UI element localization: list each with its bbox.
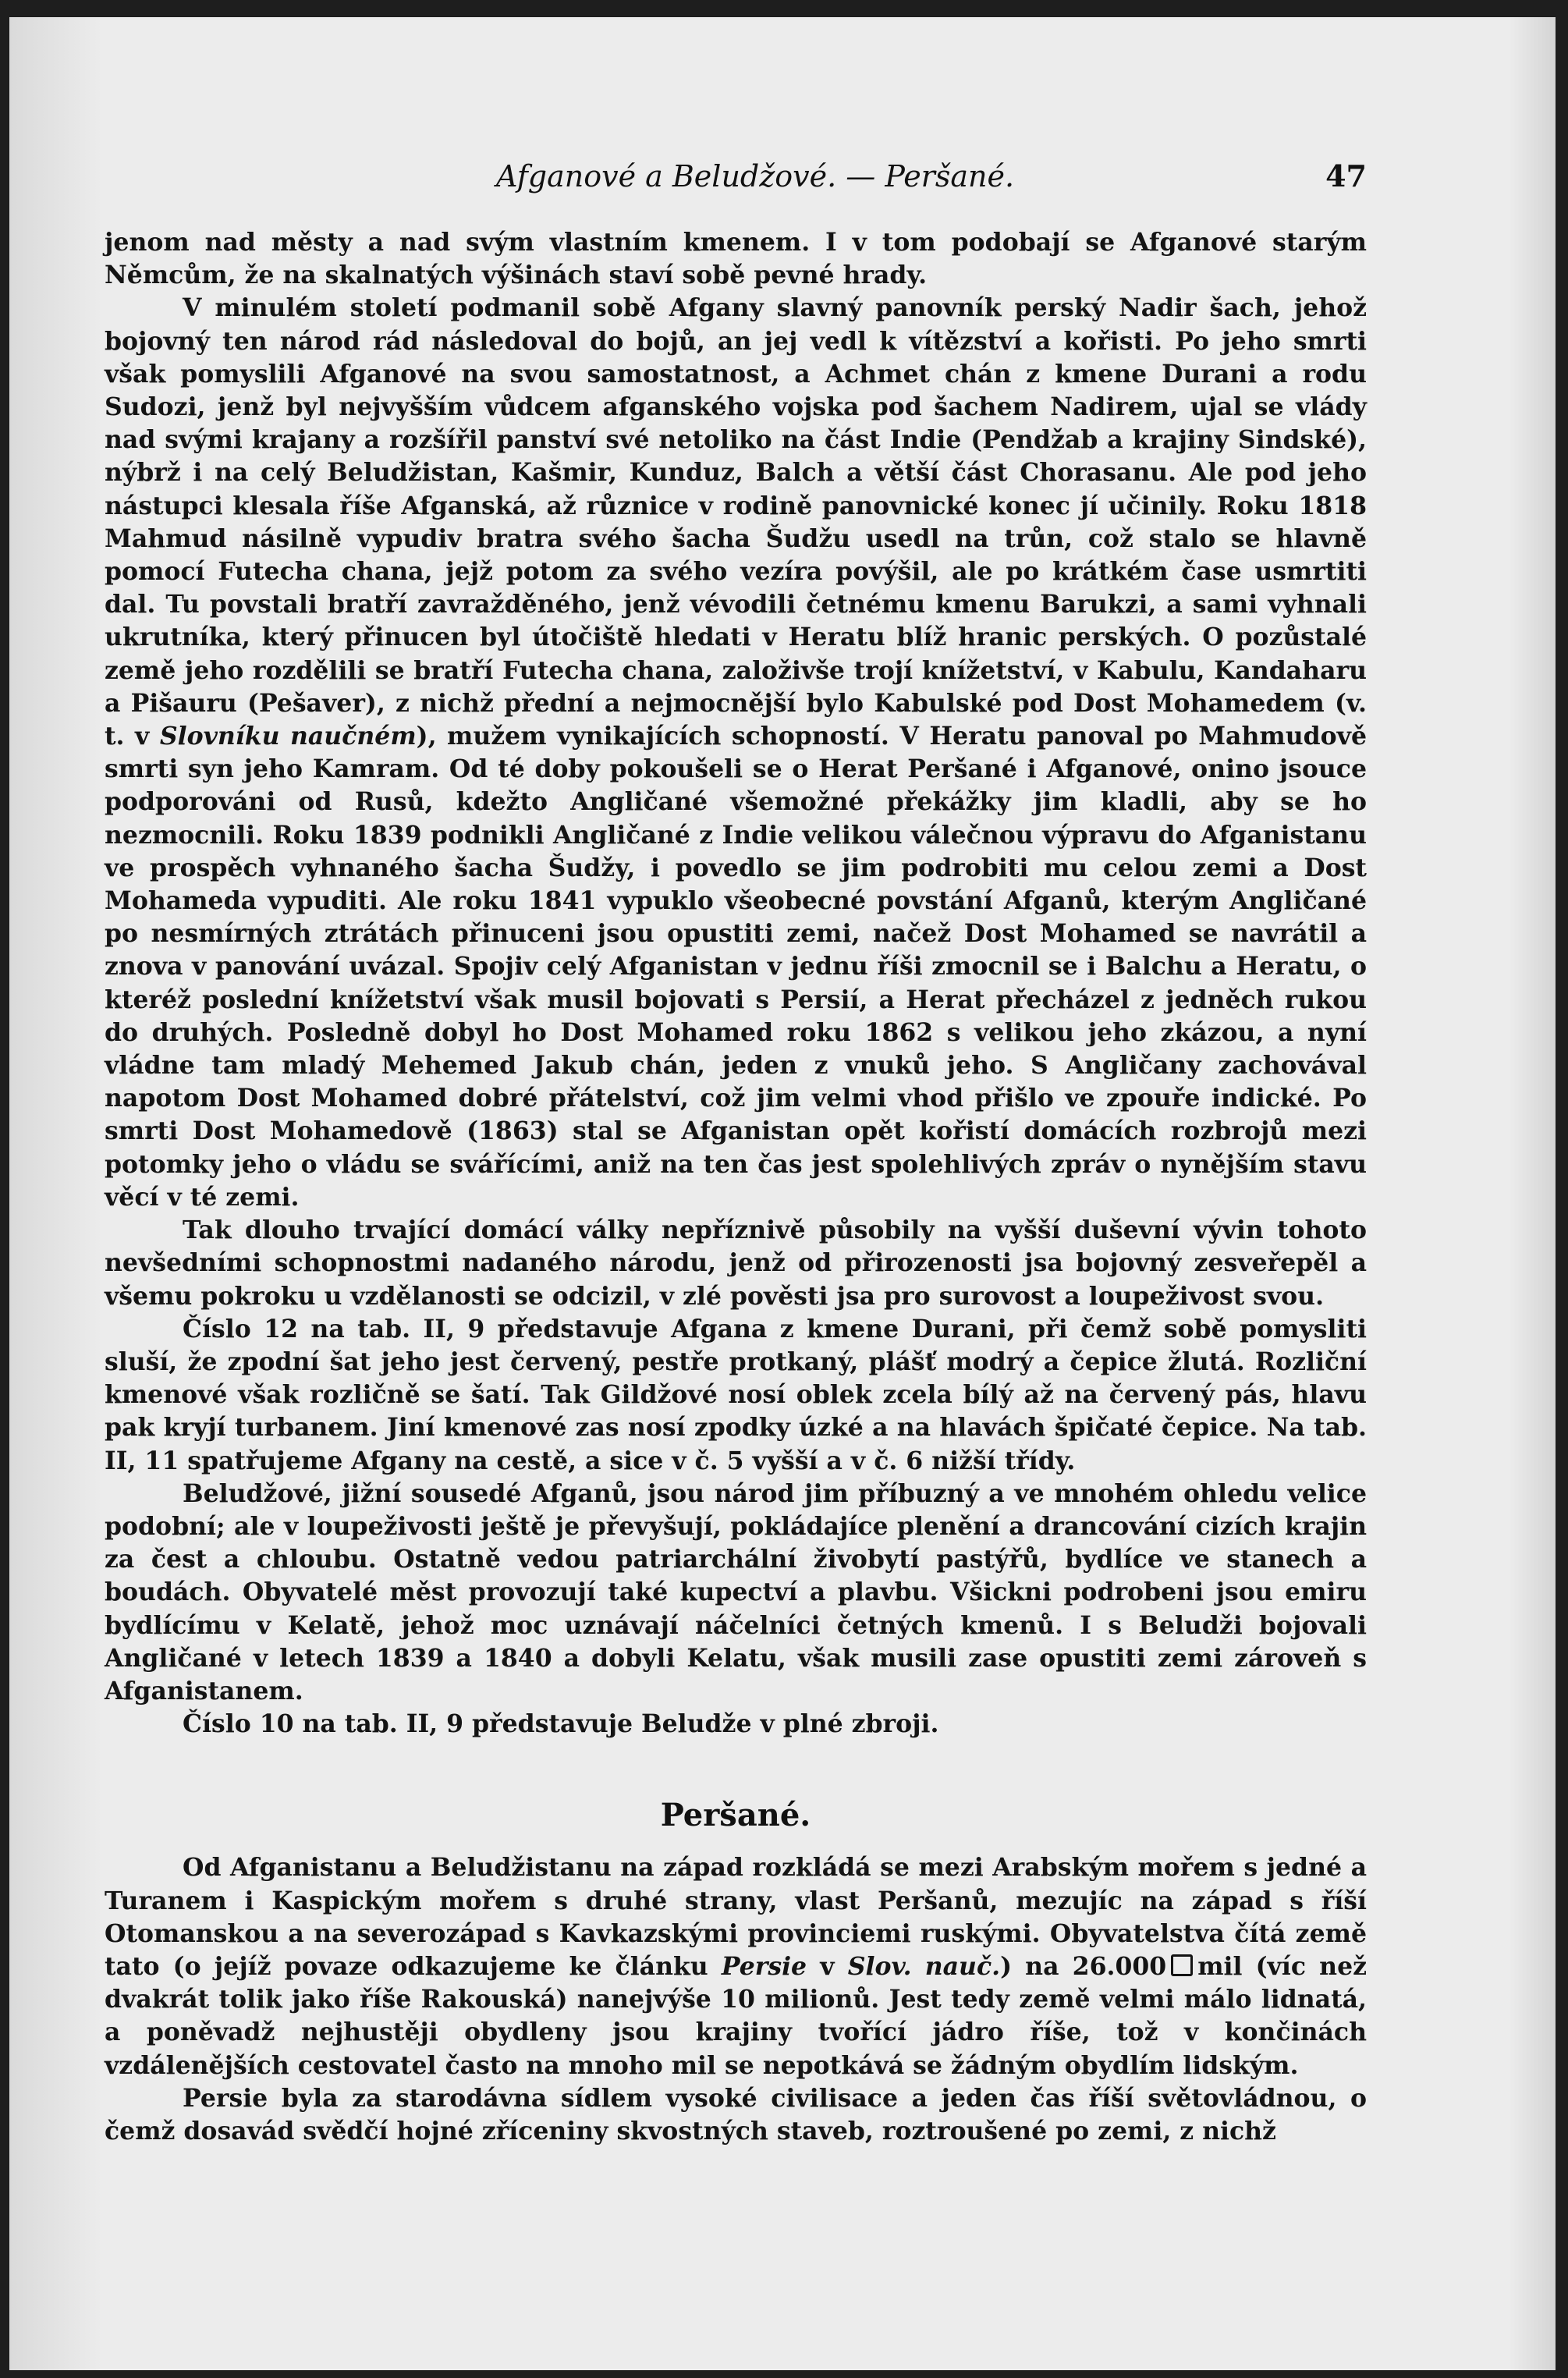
paragraph-2-text-a: V minulém století podmanil sobě Afgany slavný panovník perský Nadir šach, jehož bojovný ten národ rád následoval do bojů, an jej vedl k vítězství a kořisti. Po jeho smrti však pomyslili Afganové na svou samostatnost, a Achmet chán z kmene Durani a rodu Sudozi, jenž byl nejvyšším vůdcem afganského vojska pod šachem Nadirem, ujal se vlády nad svými krajany a rozšířil panství své netoliko na část Indie (Pendžab a krajiny Sindské), nýbrž i na celý Beludžistan, Kašmir, Kunduz, Balch a větší část Chorasanu. Ale pod jeho nástupci klesala říše Afganská, až různice v rodině panovnické konec jí učinily. Roku 1818 Mahmud násilně vypudiv bratra svého šacha Šudžu usedl na trůn, což stalo se hlavně pomocí Futecha chana, jejž potom za svého vezíra povýšil, ale po krátkém čase usmrtiti dal. Tu povstali bratří zavražděného, jenž vévodili četnému kmenu Barukzi, a sami vyhnali ukrutníka, který přinucen byl útočiště hledati v Heratu blíž hranic perských. O pozůstalé země jeho rozdělili se bratří Futecha chana, založivše trojí knížetství, v Kabulu, Kandaharu a Pišauru (Pešaver), z nichž přední a nejmocnější bylo Kabulské pod Dost Mohamedem (v. t. v <box>105 293 1367 751</box>
paragraph-6: Číslo 10 na tab. II, 9 představuje Beludže v plné zbroji. <box>183 1709 939 1739</box>
paragraph-7-text-b: v <box>807 1951 848 1981</box>
paragraph-2-text-b: ), mužem vynikajících schopností. V Heratu panoval po Mahmudově smrti syn jeho Kamram. Od té doby pokoušeli se o Herat Peršané i Afganové, onino jsouce podporováni od Rusů, kdežto Angličané všemožné překážky jim kladli, aby se ho nezmocnili. Roku 1839 podnikli Angličané z Indie velikou válečnou výpravu do Afganistanu ve prospěch vyhnaného šacha Šudžy, i povedlo se jim podrobiti mu celou zemi a Dost Mohameda vypuditi. Ale roku 1841 vypuklo všeobecné povstání Afganů, kterým Angličané po nesmírných ztrátách přinuceni jsou opustiti zemi, načež Dost Mohamed se navrátil a znova v panování uvázal. Spojiv celý Afganistan v jednu říši zmocnil se i Balchu a Heratu, o kteréž poslední knížetství však musil bojovati s Persií, a Herat přecházel z jedněch rukou do druhých. Posledně dobyl ho Dost Mohamed roku 1862 s velikou jeho zkázou, a nyní vládne tam mladý Mehemed Jakub chán, jeden z vnuků jeho. S Angličany zachovával napotom Dost Mohamed dobré přátelství, což jim velmi vhod přišlo ve zpouře indické. Po smrti Dost Mohamedově (1863) stal se Afganistan opět kořistí domácích rozbrojů mezi potomky jeho o vládu se svářícími, aniž na ten čas jest spolehlivých zpráv o nynějším stavu věcí v té zemi. <box>105 722 1367 1212</box>
paragraph-1: jenom nad městy a nad svým vlastním kmenem. I v tom podobají se Afganové starým Němcům, že na skalnatých výšinách staví sobě pevné hrady. <box>105 228 1367 290</box>
paragraph-4: Číslo 12 na tab. II, 9 představuje Afgana z kmene Durani, při čemž sobě pomysliti sluší, že zpodní šat jeho jest červený, pestře protkaný, plášť modrý a čepice žlutá. Rozliční kmenové však rozličně se šatí. Tak Gildžové nosí oblek zcela bílý až na červený pás, hlavu pak kryjí turbanem. Jiní kmenové zas nosí zpodky úzké a na hlavách špičaté čepice. Na tab. II, 11 spatřujeme Afgany na cestě, a sice v č. 5 vyšší a v č. 6 nižší třídy. <box>105 1314 1367 1475</box>
paragraph-8: Persie byla za starodávna sídlem vysoké civilisace a jeden čas říší světovládnou, o čemž dosavád svědčí hojné zříceniny skvostných staveb, roztroušené po zemi, z nichž <box>105 2083 1367 2146</box>
paragraph-3: Tak dlouho trvající domácí války nepříznivě působily na vyšší duševní vývin tohoto nevšedními schopnostmi nadaného národu, jenž od přirozenosti jsa bojovný zesveřepěl a všemu pokroku u vzdělanosti se odcizil, v zlé pověsti jsa pro surovost a loupeživost svou. <box>105 1216 1367 1311</box>
page-body <box>105 226 1367 2148</box>
square-mile-symbol-icon <box>1171 1954 1193 1976</box>
running-head <box>105 153 1367 200</box>
paragraph-7-text-a: Od Afganistanu a Beludžistanu na západ rozkládá se mezi Arabským mořem s jedné a Turanem i Kaspickým mořem s druhé strany, vlast Peršanů, mezujíc na západ s říší Otomanskou a na severozápad s Kavkazskými provinciemi ruskými. Obyvatelstva čítá země tato (o jejíž povaze odkazujeme ke článku <box>105 1853 1367 1981</box>
paragraph-5: Beludžové, jižní sousedé Afganů, jsou národ jim příbuzný a ve mnohém ohledu velice podobní; ale v loupeživosti ještě je převyšují, pokládajíce plenění a drancování cizích krajin za čest a chloubu. Ostatně vedou patriarchální živobytí pastýřů, bydlíce ve stanech a boudách. Obyvatelé měst provozují také kupectví a plavbu. Všickni podrobeni jsou emiru bydlícímu v Kelatě, jehož moc uznávají náčelníci četných kmenů. I s Beludži bojovali Angličané v letech 1839 a 1840 a dobyli Kelatu, však musili zase opustiti zemi zároveň s Afganistanem. <box>105 1478 1367 1705</box>
page-shadow-left <box>9 17 103 2370</box>
reference-persie: Persie <box>721 1951 807 1981</box>
paragraph-2 <box>105 292 1367 1214</box>
page-shadow-right <box>1509 17 1556 2370</box>
reference-slov-nauc: Slov. nauč. <box>847 1951 1001 1981</box>
paragraph-7 <box>105 1851 1367 2082</box>
running-title: Afganové a Beludžové. — Peršané. <box>495 159 1015 193</box>
paragraph-7-text-d: mil (víc než dvakrát tolik jako říše Rakouská) nanejvýše 10 milionů. Jest tedy země velmi málo lidnatá, a poněvadž nejhustěji obydleny jsou krajiny tvořící jádro říše, tož v končinách vzdálenějších cestovatel často na mnoho mil se nepotkává se žádným obydlím lidským. <box>105 1951 1367 2080</box>
paragraph-7-text-c: ) na 26.000 <box>1000 1951 1167 1981</box>
page-number: 47 <box>1325 158 1367 193</box>
section-heading-persane: Peršané. <box>660 1797 811 1834</box>
reference-slovnik-naucny: Slovníku naučném <box>159 722 417 751</box>
